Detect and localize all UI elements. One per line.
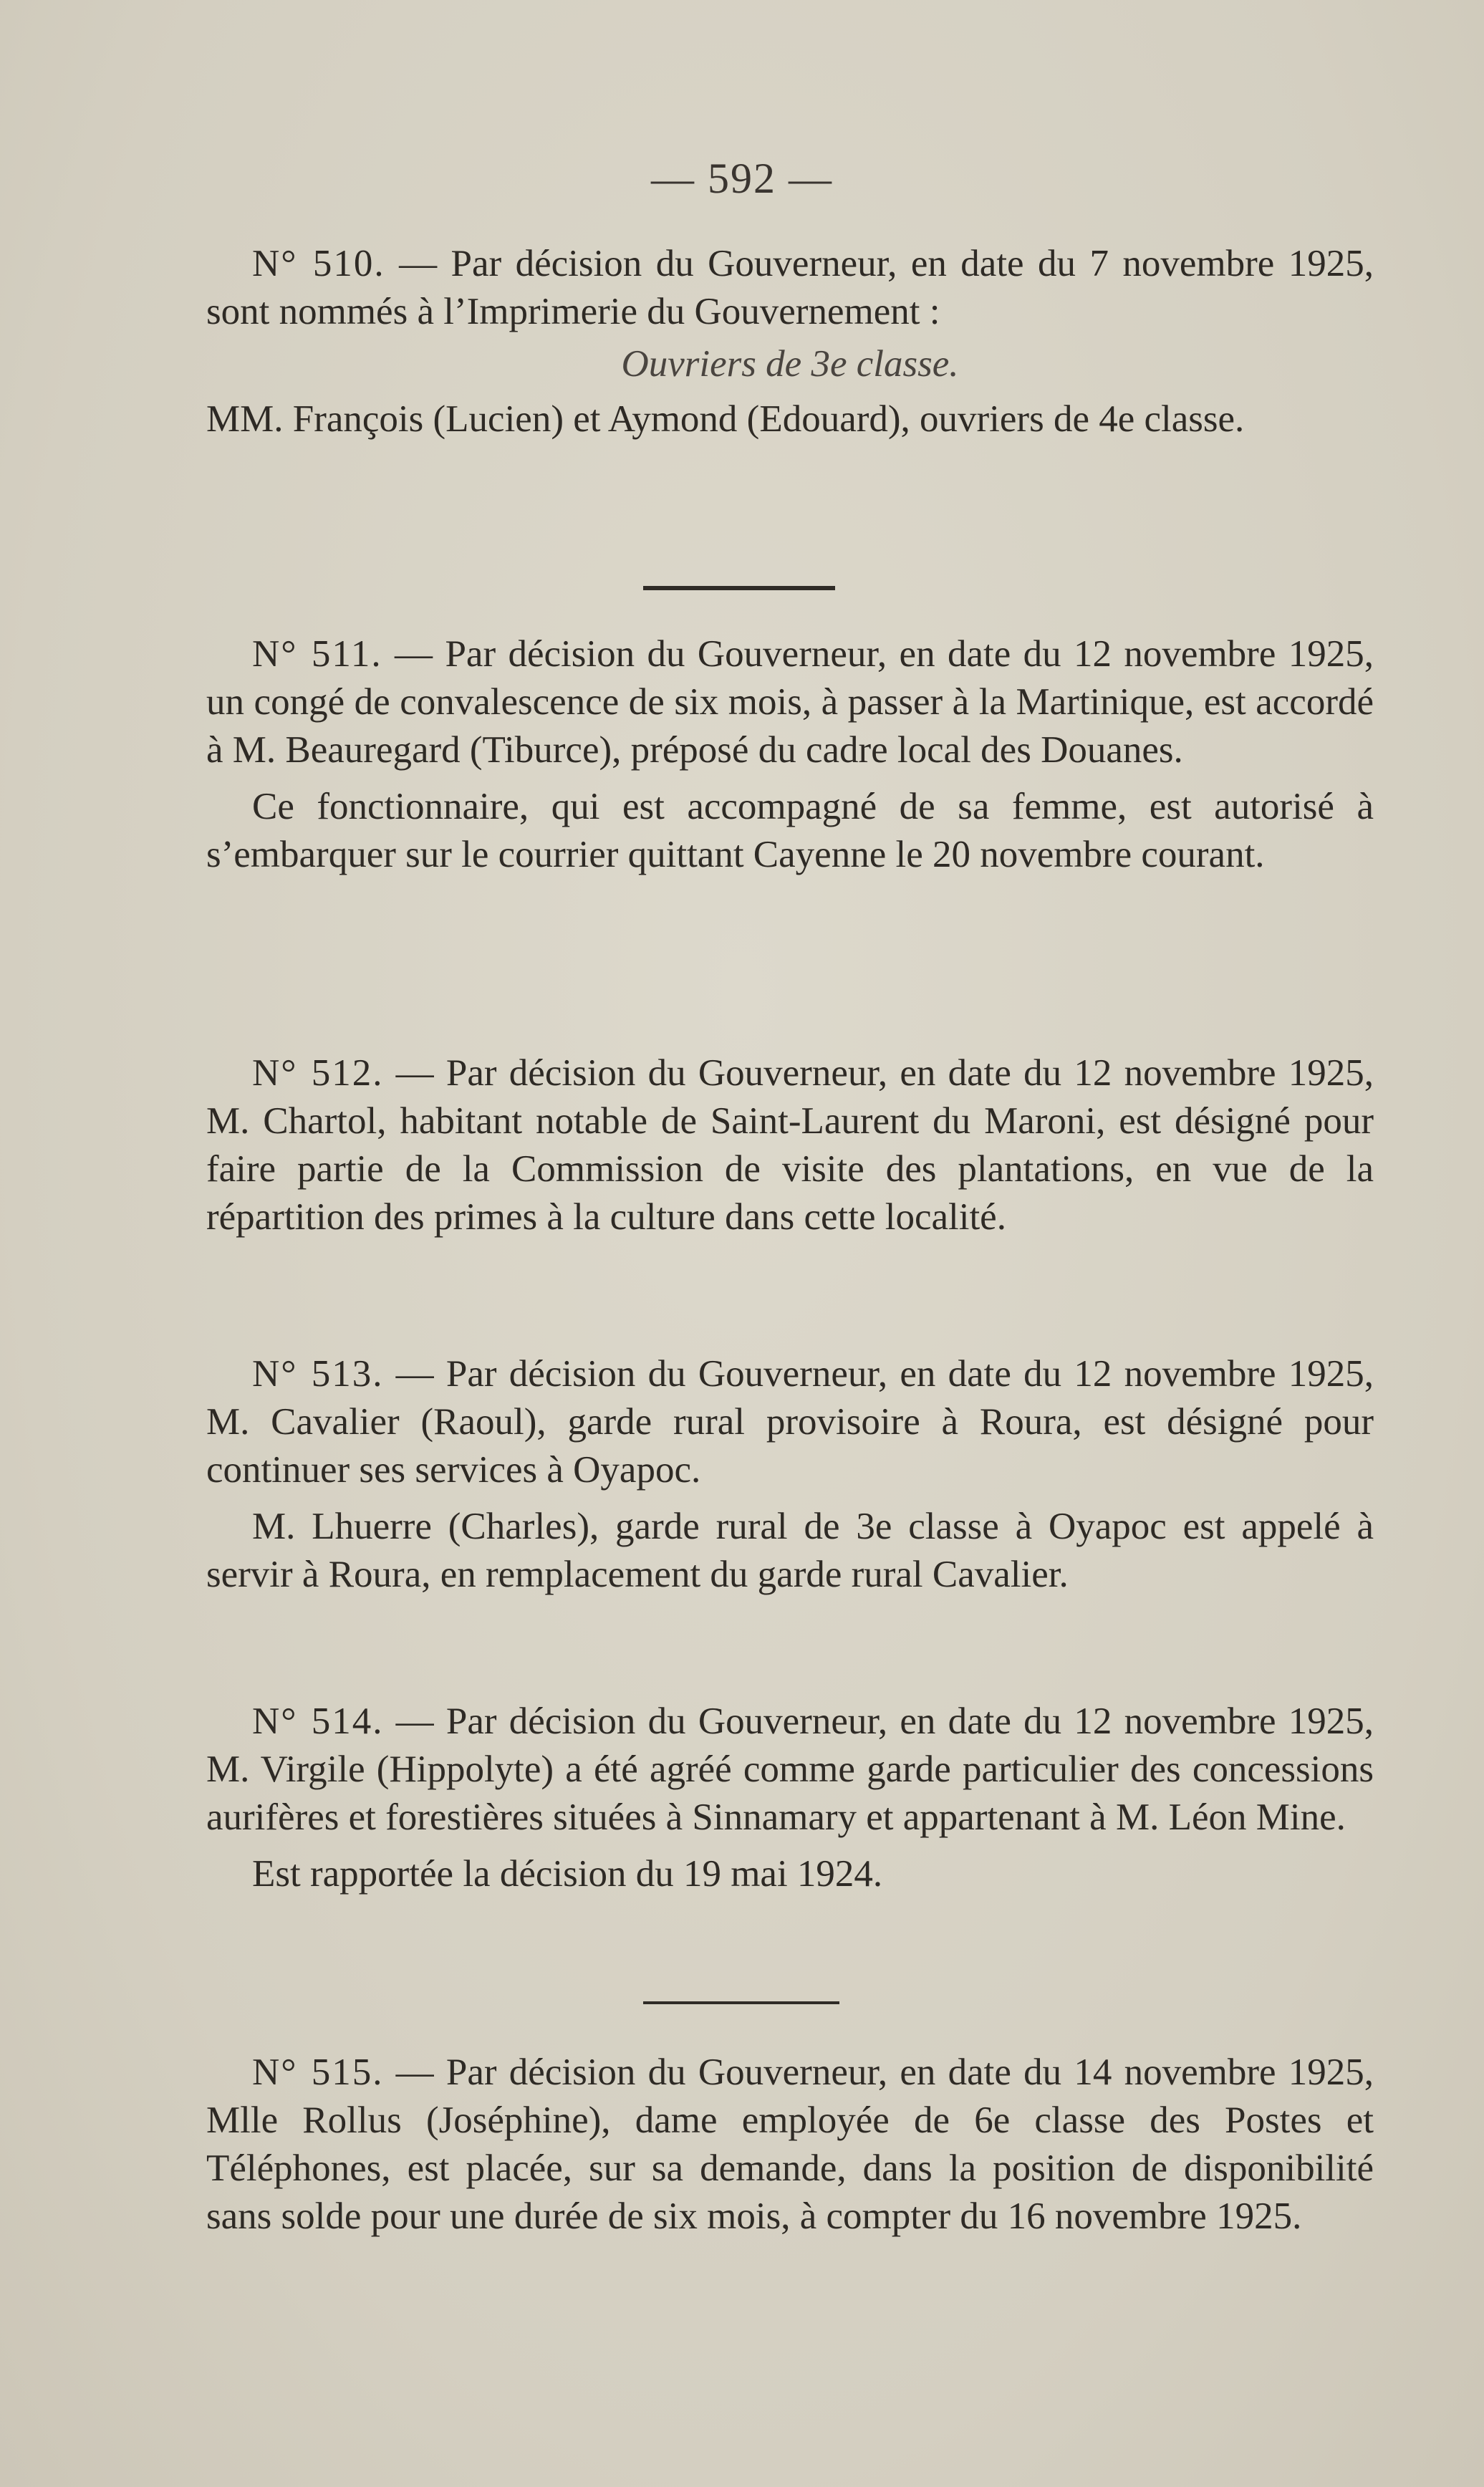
entry-514 [206,1698,1374,1898]
entry-515 [206,2049,1374,2241]
entry-body: — Par décision du Gouverneur, en date du 12 novembre 1925, un congé de convalescence de six mois, à passer à la Martinique, est accordé à M. Beauregard (Tiburce), préposé du cadre local des Douanes. [206,633,1374,771]
entry-body: — Par décision du Gouverneur, en date du 12 novembre 1925, M. Chartol, habitant notable de Saint-Laurent du Maroni, est désigné pour faire partie de la Commission de visite des plantations, en vue de la répartition des primes à la culture dans cette localité. [206,1052,1374,1238]
section-divider [643,2001,839,2004]
entry-paragraph [206,240,1374,336]
entry-list-item: MM. François (Lucien) et Aymond (Edouard), ouvriers de 4e classe. [206,398,1245,440]
entry-body: — Par décision du Gouverneur, en date du 12 novembre 1925, M. Cavalier (Raoul), garde rural provisoire à Roura, est désigné pour continuer ses services à Oyapoc. [206,1353,1374,1491]
entry-paragraph [206,2049,1374,2241]
entry-number: N° 510. [252,243,385,284]
entry-paragraph [206,1350,1374,1494]
section-divider [643,586,835,590]
entry-513 [206,1350,1374,1599]
entry-number: N° 515. [252,2051,384,2093]
entry-paragraph [206,1049,1374,1241]
entry-paragraph [206,1698,1374,1842]
entry-511 [206,630,1374,879]
entry-number: N° 514. [252,1701,384,1742]
entry-body: — Par décision du Gouverneur, en date du 7 novembre 1925, sont nommés à l’Imprimerie du Gouvernement : [206,243,1374,332]
entry-subheading: Ouvriers de 3e classe. [621,343,959,385]
entry-paragraph-extra: Est rapportée la décision du 19 mai 1924. [252,1853,883,1895]
entry-body: — Par décision du Gouverneur, en date du 14 novembre 1925, Mlle Rollus (Joséphine), dame employée de 6e classe des Postes et Téléphones, est placée, sur sa demande, dans la position de disponibilité sans solde pour une durée de six mois, à compter du 16 novembre 1925. [206,2051,1374,2237]
entry-paragraph-extra: Ce fonctionnaire, qui est accompagné de sa femme, est autorisé à s’embarquer sur le courrier quittant Cayenne le 20 novembre courant. [206,786,1374,875]
entry-number: N° 511. [252,633,382,675]
entry-paragraph-extra: M. Lhuerre (Charles), garde rural de 3e classe à Oyapoc est appelé à servir à Roura, en remplacement du garde rural Cavalier. [206,1506,1374,1595]
page-number: — 592 — [651,155,833,202]
entry-paragraph [206,630,1374,774]
entry-512 [206,1049,1374,1241]
entry-510 [206,240,1374,443]
entry-number: N° 513. [252,1353,384,1395]
entry-body: — Par décision du Gouverneur, en date du 12 novembre 1925, M. Virgile (Hippolyte) a été agréé comme garde particulier des concessions aurifères et forestières situées à Sinnamary et appartenant à M. Léon Mine. [206,1701,1374,1838]
entry-number: N° 512. [252,1052,384,1094]
